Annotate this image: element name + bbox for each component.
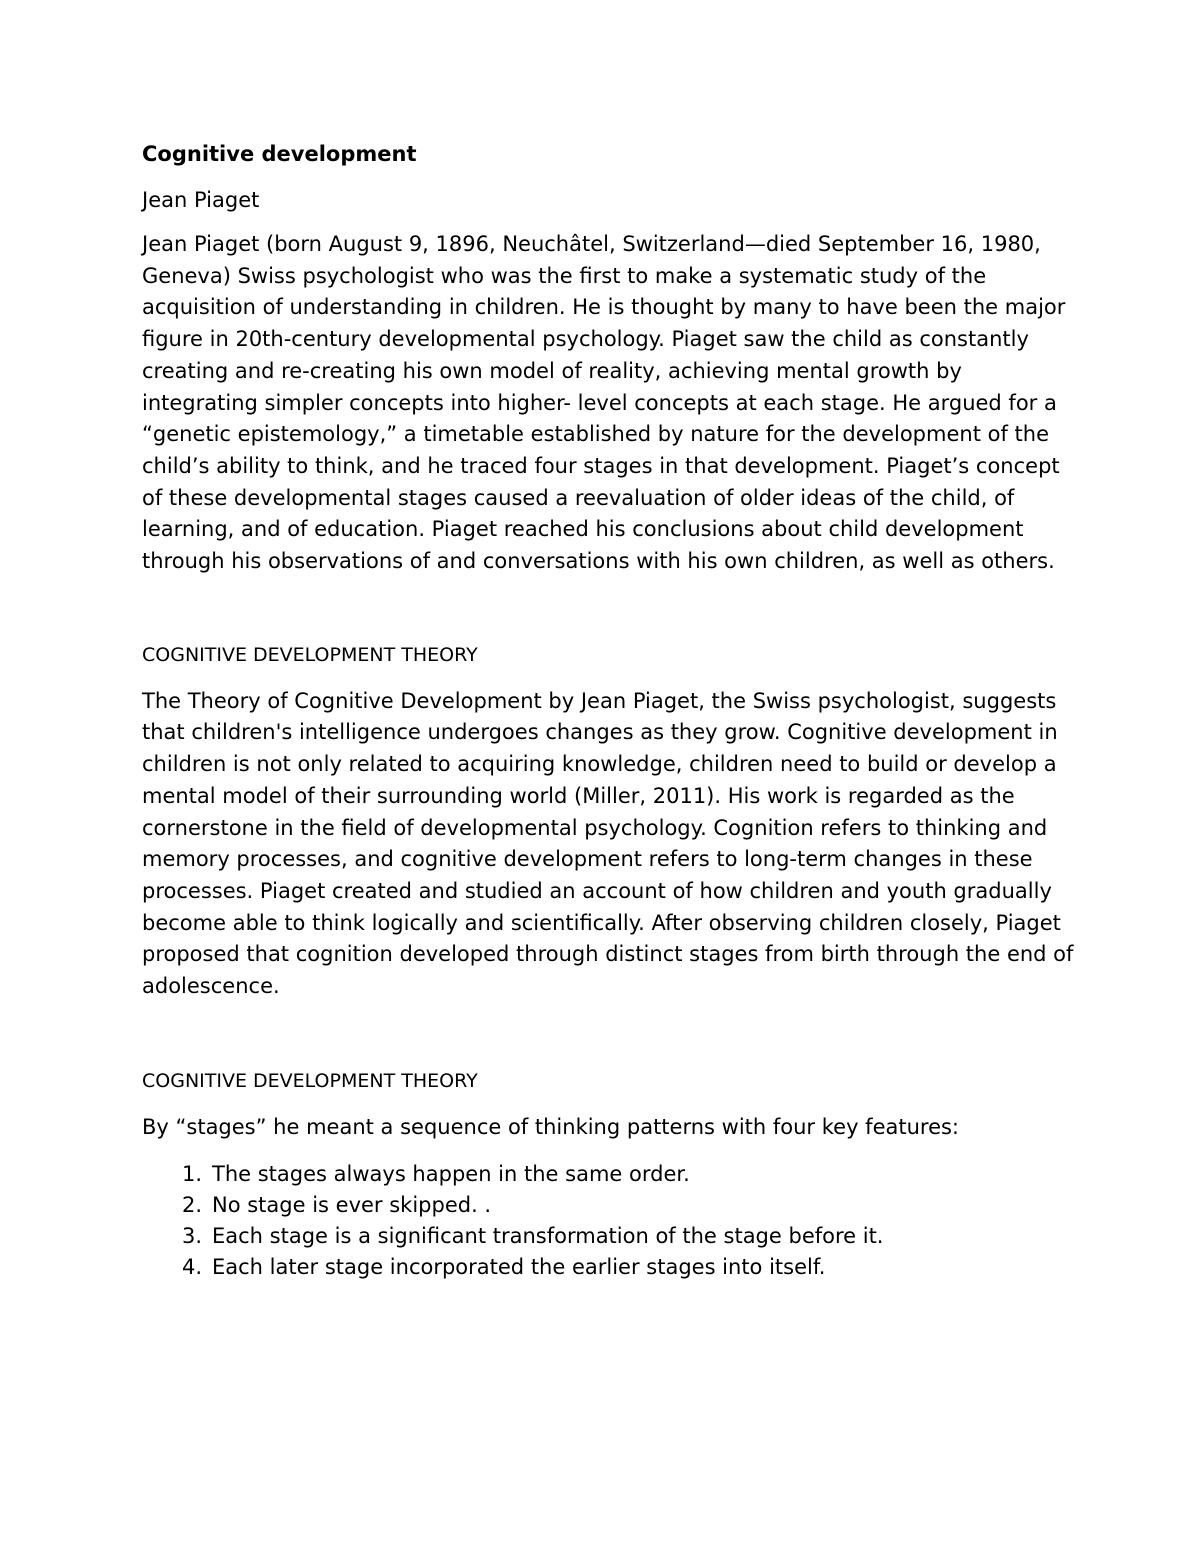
document-body <box>142 138 1082 1283</box>
section-heading: COGNITIVE DEVELOPMENT THEORY <box>142 1069 478 1092</box>
section-paragraph: The Theory of Cognitive Development by Jean Piaget, the Swiss psychologist, suggests that children's intelligence undergoes changes as they grow. Cognitive development in children is not only related to acquiring knowledge, children need to build or develop a mental model of their surrounding world (Miller, 2011). His work is regarded as the cornerstone in the field of developmental psychology. Cognition refers to thinking and memory processes, and cognitive development refers to long-term changes in these processes. Piaget created and studied an account of how children and youth gradually become able to think logically and scientifically. After observing children closely, Piaget proposed that cognition developed through distinct stages from birth through the end of adolescence. <box>142 688 1074 999</box>
list-item <box>142 1190 1082 1221</box>
document-title: Cognitive development <box>142 142 417 166</box>
section-paragraph: By “stages” he meant a sequence of thinking patterns with four key features: <box>142 1114 960 1139</box>
list-item-number: 2. <box>181 1193 202 1218</box>
list-item-text: The stages always happen in the same order. <box>212 1162 690 1187</box>
section-gap <box>142 1003 1082 1065</box>
stage-features-list <box>142 1159 1082 1283</box>
list-item-text: Each stage is a significant transformation of the stage before it. <box>212 1224 884 1249</box>
list-item <box>142 1159 1082 1190</box>
list-item-number: 1. <box>181 1162 202 1187</box>
author-name: Jean Piaget <box>142 188 260 212</box>
intro-paragraph: Jean Piaget (born August 9, 1896, Neuchâtel, Switzerland—died September 16, 1980, Geneva) Swiss psychologist who was the first to make a systematic study of the acquisition of understanding in children. He is thought by many to have been the major figure in 20th-century developmental psychology. Piaget saw the child as constantly creating and re-creating his own model of reality, achieving mental growth by integrating simpler concepts into higher- level concepts at each stage. He argued for a “genetic epistemology,” a timetable established by nature for the development of the child’s ability to think, and he traced four stages in that development. Piaget’s concept of these developmental stages caused a reevaluation of older ideas of the child, of learning, and of education. Piaget reached his conclusions about child development through his observations of and conversations with his own children, as well as others. <box>142 232 1066 574</box>
section-gap <box>142 578 1082 639</box>
list-item-text: Each later stage incorporated the earlier stages into itself. <box>212 1255 826 1280</box>
list-item <box>142 1252 1082 1283</box>
list-item-number: 3. <box>181 1224 202 1249</box>
list-item-text: No stage is ever skipped. . <box>212 1193 492 1218</box>
list-item-number: 4. <box>181 1255 202 1280</box>
list-item <box>142 1221 1082 1252</box>
section-heading: COGNITIVE DEVELOPMENT THEORY <box>142 643 478 666</box>
